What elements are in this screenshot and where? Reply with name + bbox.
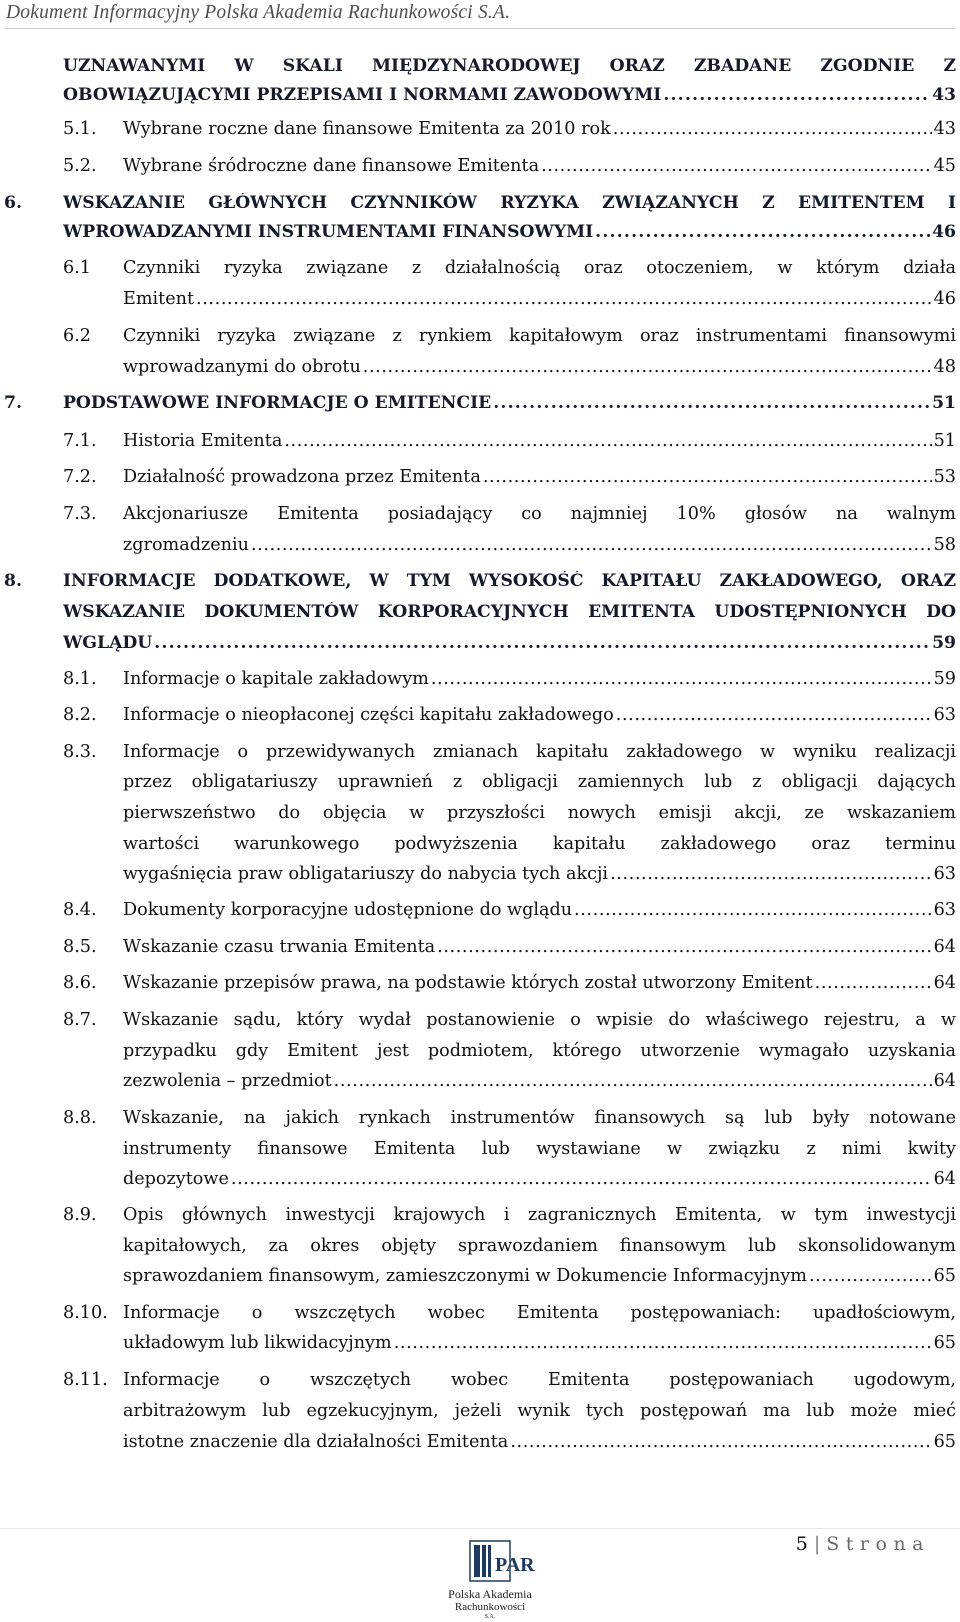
toc-entry-title: Wybrane śródroczne dane finansowe Emitenta <box>123 156 540 176</box>
toc-entry-title: Informacje o nieopłaconej części kapitału zakładowego <box>123 705 614 725</box>
toc-leader-dots <box>231 1169 932 1189</box>
toc-leader-dots <box>663 85 930 105</box>
toc-entry-line: Informacje o wszczętych wobec Emitenta postępowaniach: upadłościowym, <box>123 1303 956 1323</box>
toc-page-number: 63 <box>933 705 956 725</box>
toc-entry-line <box>63 222 956 242</box>
toc-entry-number: 8.5. <box>63 937 97 957</box>
toc-entry-line <box>123 289 956 309</box>
toc-entry-line <box>123 1169 956 1189</box>
toc-entry-line <box>123 357 956 377</box>
toc-leader-dots <box>284 431 931 451</box>
toc-entry-line: WSKAZANIE DOKUMENTÓW KORPORACYJNYCH EMITENTA UDOSTĘPNIONYCH DO <box>63 602 956 622</box>
toc-entry-line: arbitrażowym lub egzekucyjnym, jeżeli wynik tych postępowań ma lub może mieć <box>123 1401 956 1421</box>
toc-entry-line <box>63 393 956 413</box>
toc-leader-dots <box>809 1266 932 1286</box>
toc-entry-number: 8.10. <box>63 1303 108 1323</box>
toc-entry-title: wprowadzanymi do obrotu <box>123 357 361 377</box>
toc-entry-line <box>123 431 956 451</box>
toc-entry-line <box>123 156 956 176</box>
document-header <box>4 0 956 29</box>
toc-entry-number: 8.4. <box>63 900 97 920</box>
toc-entry-line: INFORMACJE DODATKOWE, W TYM WYSOKOŚĆ KAPITAŁU ZAKŁADOWEGO, ORAZ <box>63 571 956 591</box>
toc-entry-number: 8.11. <box>63 1370 108 1390</box>
toc-page-number: 64 <box>933 937 956 957</box>
toc-page-number: 64 <box>933 1071 956 1091</box>
toc-entry-title: Wskazanie przepisów prawa, na podstawie których został utworzony Emitent <box>123 973 813 993</box>
toc-entry-line <box>123 1071 956 1091</box>
toc-entry-line <box>123 705 956 725</box>
toc-entry-line <box>123 900 956 920</box>
toc-leader-dots <box>541 156 932 176</box>
toc-entry-title: wygaśnięcia praw obligatariuszy do nabycia tych akcji <box>123 864 609 884</box>
toc-leader-dots <box>574 900 932 920</box>
toc-entry-number: 7.2. <box>63 467 97 487</box>
toc-entry-line: Informacje o wszczętych wobec Emitenta postępowaniach ugodowym, <box>123 1370 956 1390</box>
toc-page-number: 48 <box>933 357 956 377</box>
logo-name-line3: S.A. <box>484 1614 496 1620</box>
logo-initials: PAR <box>495 1554 535 1576</box>
toc-entry-line <box>123 119 956 139</box>
logo-name-line2: Rachunkowości <box>454 1601 526 1613</box>
toc-leader-dots <box>595 222 930 242</box>
toc-leader-dots <box>613 119 932 139</box>
toc-leader-dots <box>154 633 930 653</box>
toc-leader-dots <box>616 705 932 725</box>
toc-entry-title: zezwolenia – przedmiot <box>123 1071 332 1091</box>
toc-entry-line <box>123 973 956 993</box>
toc-entry-title: układowym lub likwidacyjnym <box>123 1333 392 1353</box>
toc-page-number: 65 <box>933 1333 956 1353</box>
toc-page-number: 45 <box>933 156 956 176</box>
toc-entry-line <box>123 1266 956 1286</box>
page-word: Strona <box>826 1533 930 1555</box>
toc-page-number: 58 <box>933 535 956 555</box>
toc-page-number: 64 <box>933 973 956 993</box>
toc-leader-dots <box>815 973 932 993</box>
toc-entry-title: OBOWIĄZUJĄCYMI PRZEPISAMI I NORMAMI ZAWODOWYMI <box>63 85 662 105</box>
toc-page-number: 63 <box>933 864 956 884</box>
toc-entry-number: 8.2. <box>63 705 97 725</box>
toc-leader-dots <box>431 669 932 689</box>
toc-entry-number: 8.8. <box>63 1108 97 1128</box>
toc-entry-line: Wskazanie, na jakich rynkach instrumentów finansowych są lub były notowane <box>123 1108 956 1128</box>
toc-entry-number: 8.9. <box>63 1205 97 1225</box>
toc-leader-dots <box>196 289 932 309</box>
toc-entry-line: kapitałowych, za okres objęty sprawozdaniem finansowym lub skonsolidowanym <box>123 1236 956 1256</box>
toc-entry-title: Wskazanie czasu trwania Emitenta <box>123 937 436 957</box>
toc-entry-title: Informacje o kapitale zakładowym <box>123 669 429 689</box>
toc-leader-dots <box>483 467 932 487</box>
toc-entry-line: Czynniki ryzyka związane z działalnością oraz otoczeniem, w którym działa <box>123 258 956 278</box>
toc-entry-line <box>123 535 956 555</box>
page-number: 5 <box>795 1533 808 1555</box>
toc-entry-line <box>123 864 956 884</box>
toc-entry-line: pierwszeństwo do objęcia w przyszłości nowych emisji akcji, ze wskazaniem <box>123 803 956 823</box>
toc-entry-line <box>123 1333 956 1353</box>
toc-entry-number: 6. <box>4 193 22 213</box>
par-logo-icon <box>432 1535 548 1587</box>
toc-entry-number: 8.6. <box>63 973 97 993</box>
toc-entry-line <box>123 937 956 957</box>
toc-entry-number: 7.1. <box>63 431 97 451</box>
toc-entry-line: UZNAWANYMI W SKALI MIĘDZYNARODOWEJ ORAZ ZBADANE ZGODNIE Z <box>63 56 956 76</box>
toc-entry-line: wartości warunkowego podwyższenia kapitału zakładowego oraz terminu <box>123 834 956 854</box>
toc-page-number: 64 <box>933 1169 956 1189</box>
toc-entry-number: 8.1. <box>63 669 97 689</box>
company-logo <box>432 1535 548 1621</box>
toc-entry-number: 5.2. <box>63 156 97 176</box>
toc-entry-line: Akcjonariusze Emitenta posiadający co najmniej 10% głosów na walnym <box>123 504 956 524</box>
toc-leader-dots <box>437 937 931 957</box>
toc-entry-title: PODSTAWOWE INFORMACJE O EMITENCIE <box>63 393 492 413</box>
toc-entry-title: Dokumenty korporacyjne udostępnione do wglądu <box>123 900 573 920</box>
toc-page-number: 43 <box>933 119 956 139</box>
toc-entry-line: przypadku gdy Emitent jest podmiotem, którego utworzenie wymagało uzyskania <box>123 1041 956 1061</box>
logo-name-line1: Polska Akademia <box>448 1587 532 1601</box>
toc-page-number: 46 <box>933 289 956 309</box>
toc-leader-dots <box>334 1071 932 1091</box>
toc-entry-title: WGLĄDU <box>63 633 153 653</box>
toc-leader-dots <box>493 393 930 413</box>
toc-entry-line <box>123 467 956 487</box>
toc-entry-number: 7.3. <box>63 504 97 524</box>
toc-leader-dots <box>251 535 932 555</box>
toc-entry-title: Wybrane roczne dane finansowe Emitenta za 2010 rok <box>123 119 611 139</box>
toc-page-number: 43 <box>932 85 956 105</box>
toc-entry-number: 6.1 <box>63 258 91 278</box>
toc-entry-line <box>123 669 956 689</box>
toc-leader-dots <box>510 1432 931 1452</box>
toc-leader-dots <box>394 1333 932 1353</box>
toc-entry-number: 8.3. <box>63 742 97 762</box>
toc-entry-line <box>63 633 956 653</box>
toc-entry-line <box>123 1432 956 1452</box>
toc-entry-title: Emitent <box>123 289 195 309</box>
toc-page-number: 46 <box>932 222 956 242</box>
toc-entry-title: Historia Emitenta <box>123 431 283 451</box>
toc-leader-dots <box>610 864 932 884</box>
toc-leader-dots <box>363 357 932 377</box>
toc-entry-number: 7. <box>4 393 22 413</box>
toc-page-number: 65 <box>933 1266 956 1286</box>
toc-page-number: 53 <box>933 467 956 487</box>
toc-entry-line: Opis głównych inwestycji krajowych i zagranicznych Emitenta, w tym inwestycji <box>123 1205 956 1225</box>
toc-entry-title: zgromadzeniu <box>123 535 249 555</box>
toc-page-number: 51 <box>932 393 956 413</box>
toc-entry-title: sprawozdaniem finansowym, zamieszczonymi w Dokumencie Informacyjnym <box>123 1266 807 1286</box>
toc-page-number: 51 <box>933 431 956 451</box>
toc-entry-line <box>63 85 956 105</box>
toc-entry-line: instrumenty finansowe Emitenta lub wystawiane w związku z nimi kwity <box>123 1139 956 1159</box>
toc-entry-number: 6.2 <box>63 326 91 346</box>
toc-entry-number: 8. <box>4 571 22 591</box>
toc-entry-line: WSKAZANIE GŁÓWNYCH CZYNNIKÓW RYZYKA ZWIĄZANYCH Z EMITENTEM I <box>63 193 956 213</box>
toc-page-number: 59 <box>932 633 956 653</box>
toc-page-number: 63 <box>933 900 956 920</box>
toc-entry-title: Działalność prowadzona przez Emitenta <box>123 467 481 487</box>
page-separator: | <box>813 1533 821 1555</box>
toc-entry-number: 8.7. <box>63 1010 97 1030</box>
footer-divider <box>0 1528 960 1529</box>
toc-page-number: 65 <box>933 1432 956 1452</box>
toc-entry-line: Czynniki ryzyka związane z rynkiem kapitałowym oraz instrumentami finansowymi <box>123 326 956 346</box>
toc-entry-number: 5.1. <box>63 119 97 139</box>
toc-entry-title: depozytowe <box>123 1169 229 1189</box>
toc-entry-title: WPROWADZANYMI INSTRUMENTAMI FINANSOWYMI <box>63 222 594 242</box>
document-title: Dokument Informacyjny Polska Akademia Rachunkowości S.A. <box>6 2 511 23</box>
toc-entry-line: przez obligatariuszy uprawnień z obligacji zamiennych lub z obligacji dających <box>123 772 956 792</box>
toc-entry-line: Informacje o przewidywanych zmianach kapitału zakładowego w wyniku realizacji <box>123 742 956 762</box>
toc-entry-title: istotne znaczenie dla działalności Emitenta <box>123 1432 509 1452</box>
page-footer <box>796 1533 930 1555</box>
toc-page-number: 59 <box>933 669 956 689</box>
toc-entry-line: Wskazanie sądu, który wydał postanowienie o wpisie do właściwego rejestru, a w <box>123 1010 956 1030</box>
